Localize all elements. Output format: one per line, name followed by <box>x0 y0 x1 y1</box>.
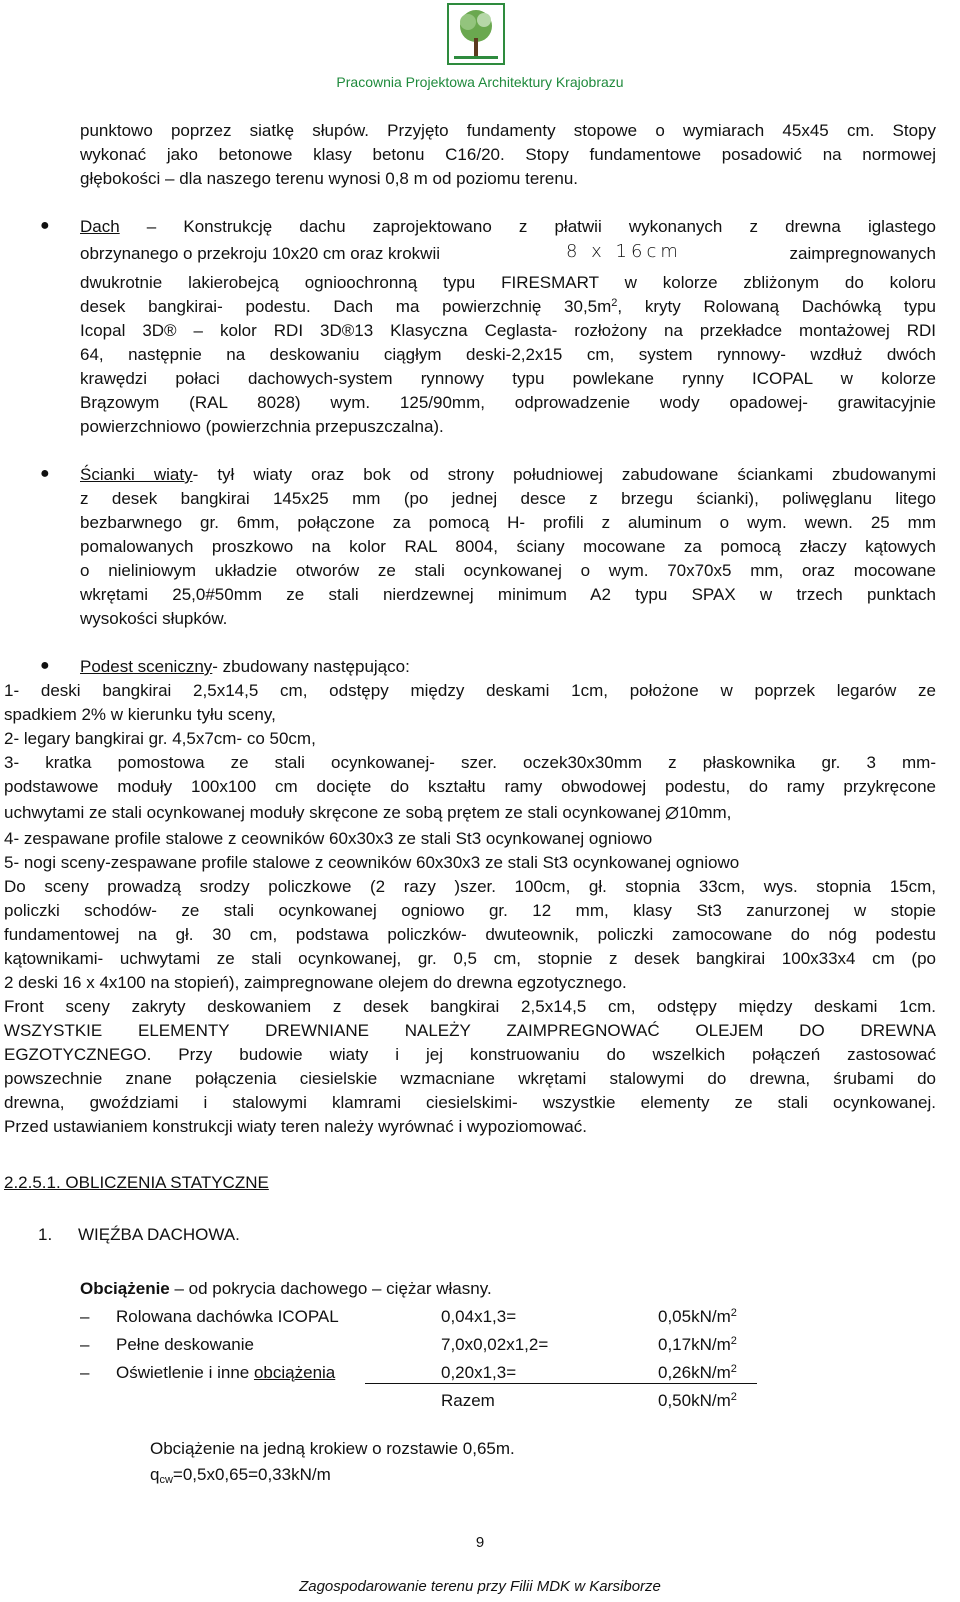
scianki-line-4: pomalowanych proszkowo na kolor RAL 8004, ściany mocowane za pomocą złaczy kątowych <box>80 537 936 556</box>
dach-line-9: powierzchniowo (powierzchnia przepuszczalna). <box>80 417 444 436</box>
load-formula-sub: cw <box>159 1474 173 1486</box>
scianki-title: Ścianki wiaty <box>80 465 193 484</box>
podest-item-5: 5- nogi sceny-zespawane profile stalowe z ceowników 60x30x3 ze stali St3 ocynkowanej ogniowo <box>4 853 740 872</box>
dach-sup: 2 <box>611 297 618 309</box>
load-row-2-val: 0,17kN/m <box>658 1335 731 1354</box>
load-row-1-dash: – <box>80 1307 90 1326</box>
load-row-3-name-u: obciążenia <box>253 1363 336 1382</box>
podest-line-1 <box>80 655 410 679</box>
scianki-line-7: wysokości słupków. <box>80 609 228 628</box>
podest-text: - zbudowany następująco: <box>212 657 410 676</box>
intro-line-3: głębokości – dla naszego terenu wynosi 0,8 m od poziomu terenu. <box>80 169 579 188</box>
podest-item-3c <box>4 801 731 825</box>
bullet-scianki: ● <box>40 465 50 482</box>
subsection-number: 1. <box>38 1225 53 1244</box>
dach-line-8: Brązowym (RAL 8028) wym. 125/90mm, odprowadzenie wody opadowej- grawitacyjnie <box>80 393 936 412</box>
load-row-2-dash: – <box>80 1335 90 1354</box>
podest-line-front: Front sceny zakryty deskowaniem z desek bangkirai 2,5x14,5 cm, odstępy między deskami 1cm. <box>4 997 936 1016</box>
dach-title: Dach <box>80 217 120 236</box>
load-formula <box>150 1463 331 1487</box>
scianki-line-6: wkrętami 25,0#50mm ze stali nierdzewnej minimum A2 typu SPAX w trzech punktach <box>80 585 936 604</box>
podest-line-caps-5: Przed ustawianiem konstrukcji wiaty teren należy wyrównać i wypoziomować. <box>4 1117 587 1136</box>
load-label-rest: – od pokrycia dachowego – ciężar własny. <box>169 1279 492 1298</box>
page-number: 9 <box>475 1534 485 1551</box>
bullet-podest: ● <box>40 657 50 674</box>
dach-line-2 <box>80 242 936 266</box>
podest-line-caps-3: powszechnie znane połączenia ciesielskie wzmacniane wkrętami stalowymi do drewna, śrubami do <box>4 1069 936 1088</box>
load-row-2-sup: 2 <box>730 1335 737 1347</box>
scianki-line-2: z desek bangkirai 145x25 mm (po jednej desce z brzegu ścianki), poliwęglanu litego <box>80 489 936 508</box>
load-formula-rest: =0,5x0,65=0,33kN/m <box>172 1465 331 1484</box>
intro-line-1: punktowo poprzez siatkę słupów. Przyjęto fundamenty stopowe o wymiarach 45x45 cm. Stopy <box>80 121 936 140</box>
load-row-3-value <box>658 1361 737 1385</box>
studio-logo-icon <box>446 2 506 66</box>
subsection-title: WIĘŹBA DACHOWA. <box>78 1225 240 1244</box>
load-row-1-value <box>658 1305 737 1329</box>
podest-item-1b: spadkiem 2% w kierunku tyłu sceny, <box>4 705 276 724</box>
podest-line-caps-1: WSZYSTKIE ELEMENTY DREWNIANE NALEŻY ZAIMPREGNOWAĆ OLEJEM DO DREWNA <box>4 1021 936 1040</box>
podest-line-caps-2: EGZOTYCZNEGO. Przy budowie wiaty i jej konstruowaniu do wszelkich połączeń zastosować <box>4 1045 936 1064</box>
scianki-text: - tył wiaty oraz bok od strony południowej zabudowane ściankami zbudowanymi <box>192 465 936 484</box>
load-formula-q: q <box>150 1465 160 1484</box>
studio-name: Pracownia Projektowa Architektury Krajobrazu <box>336 74 624 90</box>
podest-line-stairs-5: 2 deski 16 x 4x100 na stopień), zaimpregnowane olejem do drewna egzotycznego. <box>4 973 627 992</box>
load-note: Obciążenie na jedną krokiew o rozstawie 0,65m. <box>150 1439 515 1458</box>
load-row-2-calc: 7,0x0,02x1,2= <box>441 1335 549 1354</box>
dach-line-6: 64, następnie na deskowaniu ciągłym deski-2,2x15 cm, system rynnowy- wzdłuż dwóch <box>80 345 936 364</box>
load-row-1-name: Rolowana dachówka ICOPAL <box>116 1307 339 1326</box>
load-row-3-name-a: Oświetlenie i inne <box>116 1363 254 1382</box>
scianki-line-5: o nieliniowym układzie otworów ze stali ocynkowanej o wym. 70x70x5 mm, oraz mocowane <box>80 561 936 580</box>
section-heading <box>4 1171 269 1195</box>
podest-item-4: 4- zespawane profile stalowe z ceowników 60x30x3 ze stali St3 ocynkowanej ogniowo <box>4 829 653 848</box>
page-header <box>0 0 960 110</box>
podest-text-6b: 10mm, <box>679 803 732 822</box>
podest-line-stairs-2: policzki schodów- ze stali ocynkowanej ogniowo gr. 12 mm, klasy St3 zanurzonej w stopie <box>4 901 936 920</box>
dach-line-4 <box>80 295 936 319</box>
load-row-2-value <box>658 1333 737 1357</box>
load-row-1-calc: 0,04x1,3= <box>441 1307 517 1326</box>
podest-line-caps-4: drewna, gwoździami i stalowymi klamrami ciesielskimi- wszystkie elementy ze stali ocynkowanej. <box>4 1093 936 1112</box>
intro-line-2: wykonać jako betonowe klasy betonu C16/20. Stopy fundamentowe posadowić na normowej <box>80 145 936 164</box>
load-sum-sup: 2 <box>730 1391 737 1403</box>
dach-line-7: krawędzi połaci dachowych-system rynnowy typu powlekane rynny ICOPAL w kolorze <box>80 369 936 388</box>
load-sum-value <box>658 1389 737 1413</box>
podest-item-3: 3- kratka pomostowa ze stali ocynkowanej- szer. oczek30x30mm z płaskownika gr. 3 mm- <box>4 753 936 772</box>
podest-line-stairs-4: kątownikami- uchwytami ze stali ocynkowanej, gr. 0,5 cm, stopnie z desek bangkirai 100x33x4 cm (po <box>4 949 936 968</box>
section-heading-text: 2.2.5.1. OBLICZENIA STATYCZNE <box>4 1173 269 1192</box>
dach-line-5: Icopal 3D® – kolor RDI 3D®13 Klasyczna Ceglasta- rozłożony na przekładce montażowej RDI <box>80 321 936 340</box>
dach-text: – Konstrukcję dachu zaprojektowano z płatwii wykonanych z drewna iglastego <box>119 217 936 236</box>
load-label-bold: Obciążenie <box>80 1279 170 1298</box>
load-label <box>80 1277 492 1301</box>
scianki-line-3: bezbarwnego gr. 6mm, połączone za pomocą H- profili z aluminum o wym. wewn. 25 mm <box>80 513 936 532</box>
load-row-3-calc: 0,20x1,3= <box>441 1363 517 1382</box>
dach-krokwie-size: 8 x 16cm <box>566 241 682 262</box>
load-row-1-val: 0,05kN/m <box>658 1307 731 1326</box>
podest-text-6a: uchwytami ze stali ocynkowanej moduły skręcone ze sobą prętem ze stali ocynkowanej <box>4 803 661 822</box>
dach-line-3: dwukrotnie lakierobejcą ognioochronną typu FIRESMART w kolorze zbliżonym do koloru <box>80 273 936 292</box>
load-sum-val: 0,50kN/m <box>658 1391 731 1410</box>
dach-text-4a: desek bangkirai- podestu. Dach ma powierzchnię 30,5m <box>80 297 612 316</box>
dach-text-2a: obrzynanego o przekroju 10x20 cm oraz krokwii <box>80 244 441 263</box>
podest-line-stairs-3: fundamentowej na gł. 30 cm, podstawa policzków- dwuteownik, policzki zamocowane do nóg podestu <box>4 925 936 944</box>
load-row-3-dash: – <box>80 1363 90 1382</box>
dach-line-1 <box>80 215 936 239</box>
podest-item-2: 2- legary bangkirai gr. 4,5x7cm- co 50cm, <box>4 729 316 748</box>
diameter-icon <box>665 806 679 820</box>
dach-text-4b: , kryty Rolowaną Dachówką typu <box>617 297 936 316</box>
podest-item-1: 1- deski bangkirai 2,5x14,5 cm, odstępy między deskami 1cm, położone w poprzek legarów ze <box>4 681 936 700</box>
scianki-line-1 <box>80 463 936 487</box>
load-row-3-sup: 2 <box>730 1363 737 1375</box>
page-footer: Zagospodarowanie terenu przy Filii MDK w Karsiborze <box>299 1578 661 1595</box>
podest-line-stairs-1: Do sceny prowadzą srodzy policzkowe (2 razy )szer. 100cm, gł. stopnia 33cm, wys. stopnia 15cm, <box>4 877 936 896</box>
load-row-3-name <box>116 1361 335 1385</box>
podest-title: Podest sceniczny <box>80 657 213 676</box>
load-sum-label: Razem <box>441 1391 495 1410</box>
load-row-1-sup: 2 <box>730 1307 737 1319</box>
load-row-3-val: 0,26kN/m <box>658 1363 731 1382</box>
podest-item-3b: podstawowe moduły 100x100 cm docięte do kształtu ramy obwodowej podestu, do ramy przykręcone <box>4 777 936 796</box>
load-row-2-name: Pełne deskowanie <box>116 1335 254 1354</box>
dach-text-2b: zaimpregnowanych <box>789 244 936 263</box>
bullet-dach: ● <box>40 217 50 234</box>
